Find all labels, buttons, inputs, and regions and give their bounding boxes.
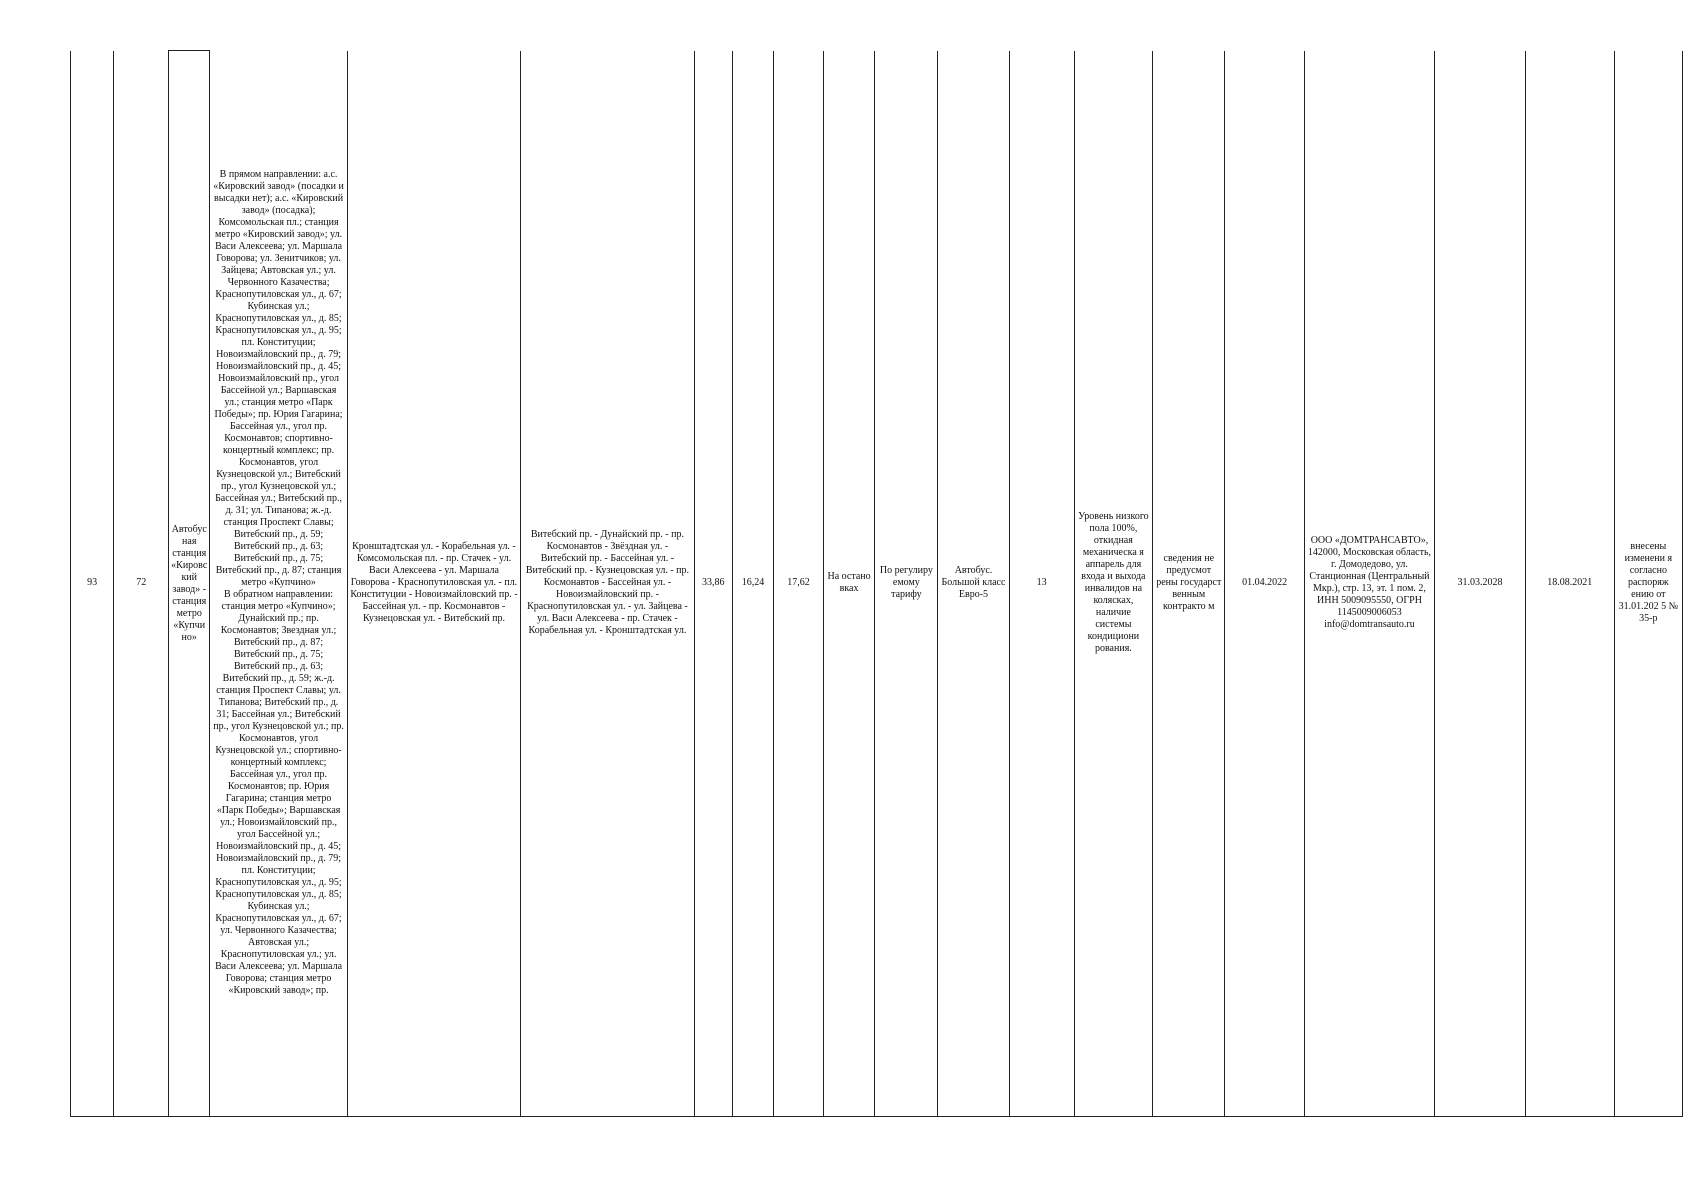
carrier-cell: ООО «ДОМТРАНСАВТО», 142000, Московская область, г. Домодедово, ул. Станционная (Центральный Мкр.), стр. 13, эт. 1 пом. 2, ИНН 5009095550, ОГРН 1145009006053 info@domtransauto.ru [1304, 51, 1434, 1117]
start-date-cell: 01.04.2022 [1225, 51, 1305, 1117]
streets-forward-cell: Кронштадтская ул. - Корабельная ул. - Комсомольская пл. - пр. Стачек - ул. Васи Алексеева - ул. Маршала Говорова - Краснопутиловская ул. - пл. Конституции - Новоизмайловский пр. - Бассейная ул. - пр. Космонавтов - Кузнецовская ул. - Витебский пр. [347, 51, 520, 1117]
reg-number-cell: 93 [71, 51, 114, 1117]
vehicle-features-cell: Уровень низкого пола 100%, откидная механическа я аппарель для входа и выхода инвалидов на колясках, наличие системы кондициони рования. [1074, 51, 1152, 1117]
route-path-backward: В обратном направлении: станция метро «Купчино»; Дунайский пр.; пр. Космонавтов; Звездная ул.; Витебский пр., д. 87; Витебский пр., д. 75; Витебский пр., д. 63; Витебский пр., д. 59; ж.-д. станция Проспект Славы; ул. Типанова; Витебский пр., д. 31; Бассейная ул.; Витебский пр., угол Кузнецовской ул.; пр. Космонавтов, угол Кузнецовской ул.; спортивно-концертный комплекс; Бассейная ул., угол пр. Космонавтов; пр. Юрия Гагарина; станция метро «Парк Победы»; Варшавская ул.; Новоизмайловский пр., угол Бассейной ул.; Новоизмайловский пр., д. 45; Новоизмайловский пр., д. 79; пл. Конституции; Краснопутиловская ул., д. 95; Краснопутиловская ул., д. 85; Кубинская ул.; Краснопутиловская ул., д. 67; ул. Червонного Казачества; Автовская ул.; Краснопутиловская ул.; ул. Васи Алексеева; ул. Маршала Говорова; станция метро «Кировский завод»; пр. [213, 589, 344, 997]
route-path-forward: В прямом направлении: а.с. «Кировский завод» (посадки и высадки нет); а.с. «Кировский завод» (посадка); Комсомольская пл.; станция метро «Кировский завод»; ул. Васи Алексеева; ул. Маршала Говорова; ул. Зенитчиков; ул. Зайцева; Автовская ул.; ул. Червонного Казачества; Краснопутиловская ул., д. 67; Кубинская ул.; Краснопутиловская ул., д. 85; Краснопутиловская ул., д. 95; пл. Конституции; Новоизмайловский пр., д. 79; Новоизмайловский пр., д. 45; Новоизмайловский пр., угол Бассейной ул.; Варшавская ул.; станция метро «Парк Победы»; пр. Юрия Гагарина; Бассейная ул., угол пр. Космонавтов; спортивно-концертный комплекс; пр. Космонавтов, угол Кузнецовской ул.; Витебский пр., угол Кузнецовской ул.; Бассейная ул.; Витебский пр., д. 31; ул. Типанова; ж.-д. станция Проспект Славы; Витебский пр., д. 59; Витебский пр., д. 63; Витебский пр., д. 75; Витебский пр., д. 87; станция метро «Купчино» [213, 169, 344, 589]
length-total-cell: 17,62 [774, 51, 824, 1117]
length-forward-cell: 33,86 [694, 51, 732, 1117]
vehicle-cell: Автобус. Большой класс Евро-5 [938, 51, 1009, 1117]
length-backward-cell: 16,24 [732, 51, 773, 1117]
contract-info-cell: сведения не предусмот рены государст венным контракто м [1153, 51, 1225, 1117]
tariff-cell: По регулиру емому тарифу [875, 51, 938, 1117]
registry-table [70, 50, 1683, 1117]
end-date-cell: 31.03.2028 [1435, 51, 1526, 1117]
streets-backward-cell: Витебский пр. - Дунайский пр. - пр. Космонавтов - Звёздная ул. - Витебский пр. - Бассейная ул. - Витебский пр. - Кузнецовская ул. - пр. Космонавтов - Бассейная ул. - Новоизмайловский пр. - Краснопутиловская ул. - ул. Зайцева - ул. Васи Алексеева - пр. Стачек - Корабельная ул. - Кронштадтская ул. [521, 51, 694, 1117]
route-name-cell: Автобусная станция «Кировский завод» - станция метро «Купчино» [169, 51, 210, 1117]
stops-procedure-cell: На остано вках [823, 51, 875, 1117]
change-date-cell: 18.08.2021 [1525, 51, 1614, 1117]
vehicle-count-cell: 13 [1009, 51, 1074, 1117]
route-path-cell [210, 51, 347, 1117]
table-row [71, 51, 1683, 1117]
route-number-cell: 72 [114, 51, 169, 1117]
note-cell: внесены изменени я согласно распоряж ению от 31.01.202 5 № 35-р [1614, 51, 1682, 1117]
